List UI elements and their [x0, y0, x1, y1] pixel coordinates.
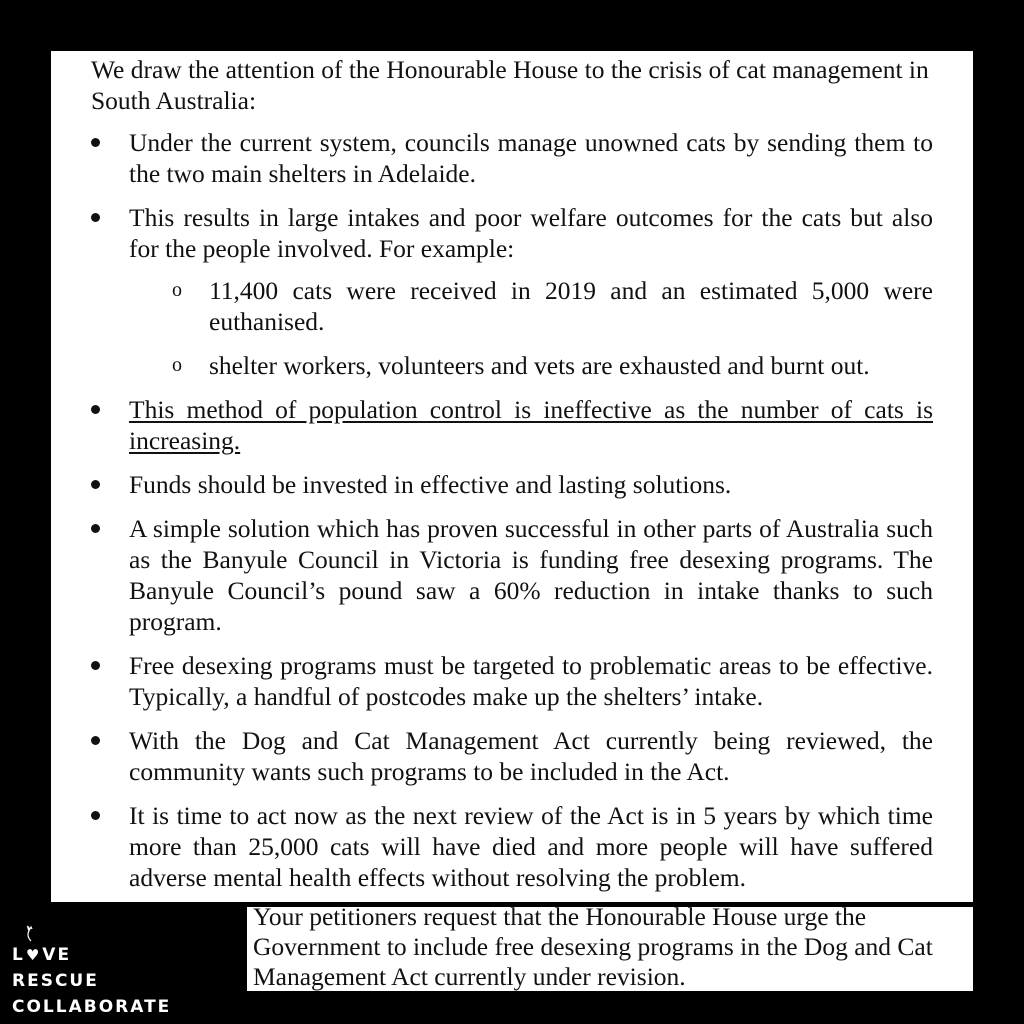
- sub-bullet-list: [129, 275, 933, 381]
- bullet-text: This method of population control is ineffective as the number of cats is increasing.: [129, 395, 933, 455]
- bullet-icon: [91, 405, 100, 414]
- cat-icon: [24, 922, 38, 942]
- petition-request-box: [247, 907, 973, 991]
- petition-intro: We draw the attention of the Honourable House to the crisis of cat management in South Australia:: [91, 55, 929, 115]
- bullet-icon: [91, 661, 100, 670]
- bullet-item: [91, 394, 933, 456]
- logo-line-love: L♥VE: [12, 922, 212, 968]
- love-rescue-collaborate-logo: [12, 922, 212, 1022]
- sub-bullet-item: [129, 350, 933, 381]
- bullet-text: Funds should be invested in effective and lasting solutions.: [129, 470, 732, 499]
- bullet-item: [91, 800, 933, 893]
- sub-bullet-text: shelter workers, volunteers and vets are exhausted and burnt out.: [209, 351, 870, 380]
- bullet-icon: [91, 138, 100, 147]
- bullet-icon: [91, 736, 100, 745]
- sub-bullet-text: 11,400 cats were received in 2019 and an estimated 5,000 were euthanised.: [209, 276, 933, 336]
- bullet-item: [91, 650, 933, 712]
- bullet-icon: [91, 213, 100, 222]
- hollow-bullet-icon: o: [172, 279, 182, 301]
- bullet-item: [91, 127, 933, 189]
- petition-bullet-list: [91, 127, 933, 893]
- bullet-text: With the Dog and Cat Management Act currently being reviewed, the community wants such programs to be included in the Act.: [129, 726, 933, 786]
- hollow-bullet-icon: o: [172, 354, 182, 376]
- bullet-icon: [91, 811, 100, 820]
- sub-bullet-item: [129, 275, 933, 337]
- bullet-icon: [91, 480, 100, 489]
- bullet-item: [91, 725, 933, 787]
- bullet-text: Under the current system, councils manage unowned cats by sending them to the two main shelters in Adelaide.: [129, 128, 933, 188]
- bullet-icon: [91, 524, 100, 533]
- bullet-text: It is time to act now as the next review of the Act is in 5 years by which time more than 25,000 cats will have died and more people will have suffered adverse mental health effects without resolving the problem.: [129, 801, 933, 892]
- bullet-item: [91, 469, 933, 500]
- bullet-text: Free desexing programs must be targeted to problematic areas to be effective. Typically, a handful of postcodes make up the shelters’ intake.: [129, 651, 933, 711]
- bullet-text: This results in large intakes and poor welfare outcomes for the cats but also for the people involved. For example:: [129, 203, 933, 263]
- logo-line-rescue: RESCUE: [12, 971, 99, 991]
- bullet-item: [91, 202, 933, 381]
- logo-line-collaborate: COLLABORATE: [12, 997, 172, 1017]
- petition-document: [51, 51, 973, 902]
- bullet-text: A simple solution which has proven successful in other parts of Australia such as the Banyule Council in Victoria is funding free desexing programs. The Banyule Council’s pound saw a 60% reduction in intake thanks to such program.: [129, 514, 933, 636]
- petition-request-text: Your petitioners request that the Honourable House urge the Government to include free desexing programs in the Dog and Cat Management Act currently under revision.: [253, 907, 933, 991]
- bullet-item: [91, 513, 933, 637]
- heart-icon: ♥: [25, 946, 42, 964]
